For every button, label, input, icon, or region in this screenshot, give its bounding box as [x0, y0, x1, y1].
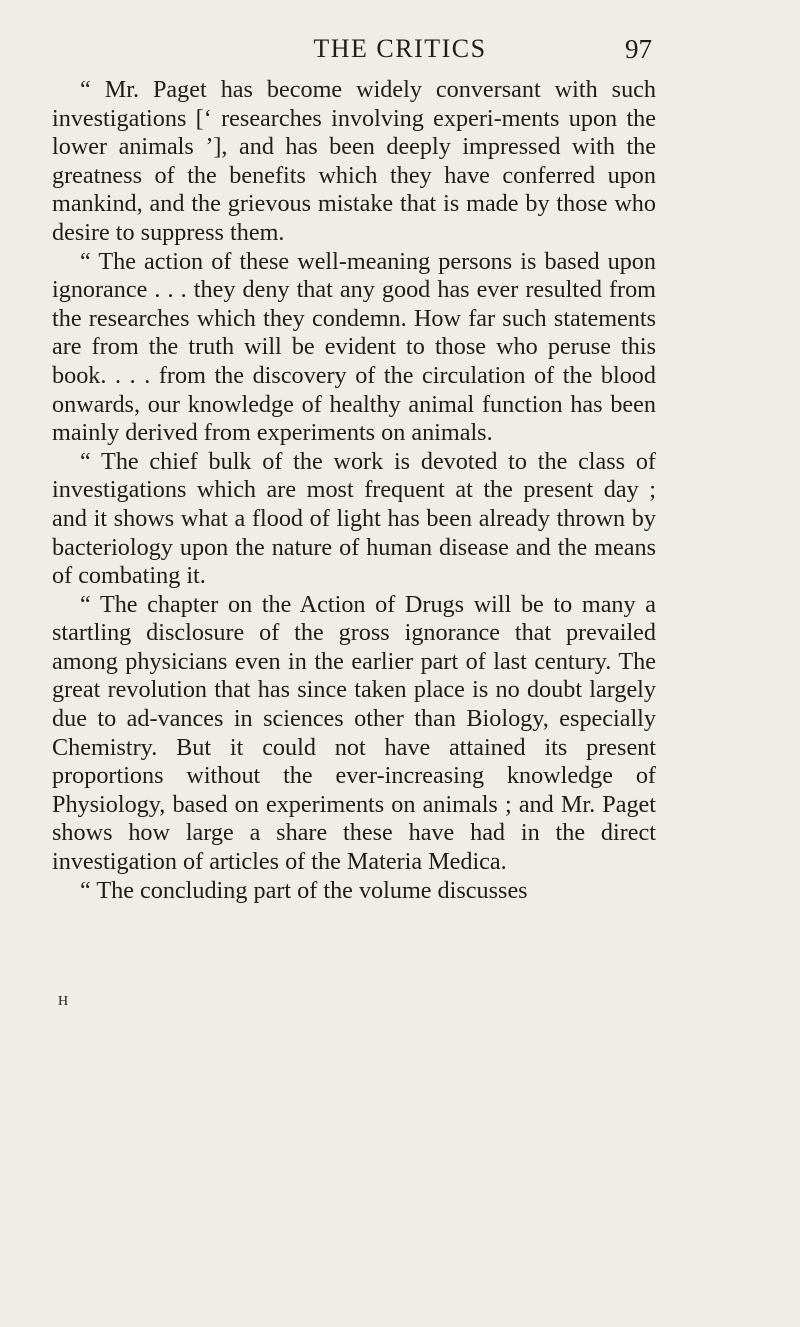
paragraph-3: “ The chief bulk of the work is devoted to the class of investigations which are most frequent at the present day ; and it shows what a flood of light has been already thrown by bacteriology upon the nature of human disease and the means of combating it.	[52, 447, 656, 590]
running-head	[0, 30, 800, 70]
paragraph-5: “ The concluding part of the volume discusses	[80, 876, 528, 904]
body-text	[52, 76, 656, 905]
paragraph-4: “ The chapter on the Action of Drugs will be to many a startling disclosure of the gross ignorance that prevailed among physicians even in the earlier part of last century. The great revolution that has since taken place is no doubt largely due to ad-vances in sciences other than Biology, especially Chemistry. But it could not have attained its present proportions without the ever-increasing knowledge of Physiology, based on experiments on animals ; and Mr. Paget shows how large a share these have had in the direct investigation of articles of the Materia Medica.	[52, 590, 656, 876]
paragraph-2: “ The action of these well-meaning persons is based upon ignorance . . . they deny that any good has ever resulted from the researches which they condemn. How far such statements are from the truth will be evident to those who peruse this book. . . . from the discovery of the circulation of the blood onwards, our knowledge of healthy animal function has been mainly derived from experiments on animals.	[52, 247, 656, 447]
running-title: THE CRITICS	[313, 34, 487, 63]
page-number: 97	[625, 34, 652, 64]
signature-mark: H	[58, 994, 70, 1009]
paragraph-1: “ Mr. Paget has become widely conversant with such investigations [‘ researches involving experi-ments upon the lower animals ’], and has been deeply impressed with the greatness of the benefits which they have conferred upon mankind, and the grievous mistake that is made by those who desire to suppress them.	[52, 76, 656, 246]
